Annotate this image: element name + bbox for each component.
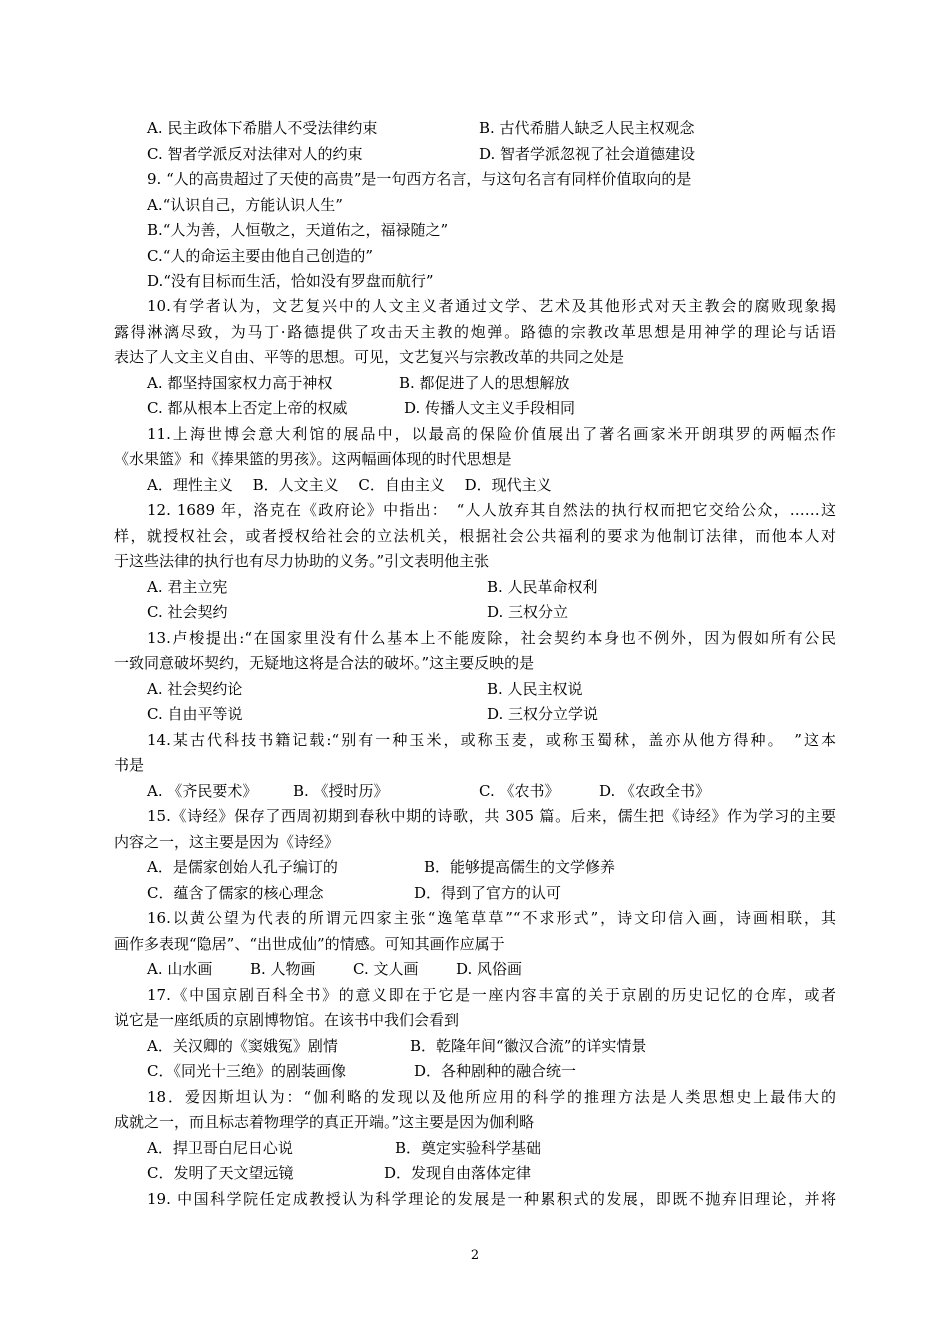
q15-option-b: B．能够提高儒生的文学修养 [424,858,616,876]
q13-option-a: A. 社会契约论 [147,680,243,698]
q16-stem-line-1: 16.以黄公望为代表的所谓元四家主张“逸笔草草”“不求形式”，诗文印信入画，诗画相联，其 [147,909,836,927]
q13-option-b: B. 人民主权说 [487,680,583,698]
q17-option-d: D．各种剧种的融合统一 [414,1062,577,1080]
q10-option-d: D. 传播人文主义手段相同 [404,399,576,417]
q13-option-c: C. 自由平等说 [147,705,243,723]
q11-stem-line-1: 11.上海世博会意大利馆的展品中，以最高的保险价值展出了著名画家米开朗琪罗的两幅杰作 [147,425,836,443]
q16-option-d: D. 风俗画 [456,960,523,978]
q17-stem-line-2: 说它是一座纸质的京剧博物馆。在该书中我们会看到 [114,1011,460,1029]
q15-option-a: A．是儒家创始人孔子编订的 [147,858,338,876]
q9-option-a: A.“认识自己，方能认识人生” [147,196,343,214]
q14-stem-line-2: 书是 [114,756,145,774]
q15-stem-line-1: 15.《诗经》保存了西周初期到春秋中期的诗歌，共 305 篇。后来，儒生把《诗经》作为学习的主要 [147,807,836,825]
q10-option-a: A. 都坚持国家权力高于神权 [147,374,333,392]
q12-stem-line-2: 样，就授权社会，或者授权给社会的立法机关，根据社会公共福利的要求为他制订法律，而他本人对 [114,527,836,545]
q10-stem-line-3: 表达了人文主义自由、平等的思想。可见，文艺复兴与宗教改革的共同之处是 [114,348,625,366]
q16-option-c: C. 文人画 [353,960,419,978]
q14-stem-line-1: 14.某古代科技书籍记载:“别有一种玉米，或称玉麦，或称玉蜀秫，盖亦从他方得种。 ”这本 [147,731,836,749]
q15-stem-line-2: 内容之一，这主要是因为《诗经》 [114,833,340,851]
q12-option-d: D. 三权分立 [487,603,569,621]
q12-stem-line-1: 12. 1689 年，洛克在《政府论》中指出： “人人放弃其自然法的执行权而把它交给公众，……这 [147,501,836,519]
q14-option-c: C. 《农书》 [479,782,560,800]
q12-option-a: A. 君主立宪 [147,578,228,596]
q10-option-b: B. 都促进了人的思想解放 [399,374,570,392]
q18-stem-line-1: 18．爱因斯坦认为：“伽利略的发现以及他所应用的科学的推理方法是人类思想史上最伟大的 [147,1088,836,1106]
q15-option-d: D．得到了官方的认可 [414,884,562,902]
q12-option-c: C. 社会契约 [147,603,228,621]
q10-stem-line-2: 露得淋漓尽致，为马丁·路德提供了攻击天主教的炮弹。路德的宗教改革思想是用神学的理论与话语 [114,323,836,341]
q17-stem-line-1: 17.《中国京剧百科全书》的意义即在于它是一座内容丰富的关于京剧的历史记忆的仓库，或者 [147,986,836,1004]
q9-stem: 9. “人的高贵超过了天使的高贵”是一句西方名言，与这句名言有同样价值取向的是 [147,170,692,188]
q15-option-c: C．蕴含了儒家的核心理念 [147,884,324,902]
q18-option-b: B．奠定实验科学基础 [395,1139,542,1157]
q18-option-c: C．发明了天文望远镜 [147,1164,294,1182]
q17-option-c: C．《同光十三绝》的剧装画像 [147,1062,346,1080]
q8-option-a: A. 民主政体下希腊人不受法律约束 [147,119,378,137]
q9-option-b: B.“人为善，人恒敬之，天道佑之，福禄随之” [147,221,449,239]
q18-option-a: A．捍卫哥白尼日心说 [147,1139,293,1157]
q19-stem-line-1: 19. 中国科学院任定成教授认为科学理论的发展是一种累积式的发展，即既不抛弃旧理论，并将 [147,1190,836,1208]
q8-option-d: D. 智者学派忽视了社会道德建设 [479,145,696,163]
q18-stem-line-2: 成就之一，而且标志着物理学的真正开端。”这主要是因为伽利略 [114,1113,535,1131]
q16-option-b: B. 人物画 [250,960,316,978]
q16-stem-line-2: 画作多表现“隐居”、“出世成仙”的情感。可知其画作应属于 [114,935,505,953]
q14-option-d: D. 《农政全书》 [599,782,711,800]
q16-option-a: A. 山水画 [147,960,213,978]
page-number: 2 [470,1248,480,1263]
q8-option-c: C. 智者学派反对法律对人的约束 [147,145,363,163]
q13-option-d: D. 三权分立学说 [487,705,599,723]
q11-stem-line-2: 《水果篮》和《捧果篮的男孩》。这两幅画体现的时代思想是 [114,450,512,468]
q11-options: A．理性主义 B．人文主义 C．自由主义 D．现代主义 [147,476,552,494]
q10-option-c: C. 都从根本上否定上帝的权威 [147,399,348,417]
q8-option-b: B. 古代希腊人缺乏人民主权观念 [479,119,695,137]
q14-option-a: A. 《齐民要术》 [147,782,258,800]
q12-option-b: B. 人民革命权利 [487,578,598,596]
q12-stem-line-3: 于这些法律的执行也有尽力协助的义务。”引文表明他主张 [114,552,490,570]
q14-option-b: B. 《授时历》 [293,782,389,800]
q17-option-a: A．关汉卿的《窦娥冤》剧情 [147,1037,338,1055]
q13-stem-line-1: 13.卢梭提出:“在国家里没有什么基本上不能废除，社会契约本身也不例外，因为假如所有公民 [147,629,836,647]
q18-option-d: D．发现自由落体定律 [384,1164,532,1182]
q9-option-d: D.“没有目标而生活，恰如没有罗盘而航行” [147,272,434,290]
q13-stem-line-2: 一致同意破坏契约，无疑地这将是合法的破坏。”这主要反映的是 [114,654,535,672]
q10-stem-line-1: 10.有学者认为，文艺复兴中的人文主义者通过文学、艺术及其他形式对天主教会的腐败现象揭 [147,297,836,315]
q9-option-c: C.“人的命运主要由他自己创造的” [147,247,374,265]
q17-option-b: B．乾隆年间“徽汉合流”的详实情景 [410,1037,647,1055]
